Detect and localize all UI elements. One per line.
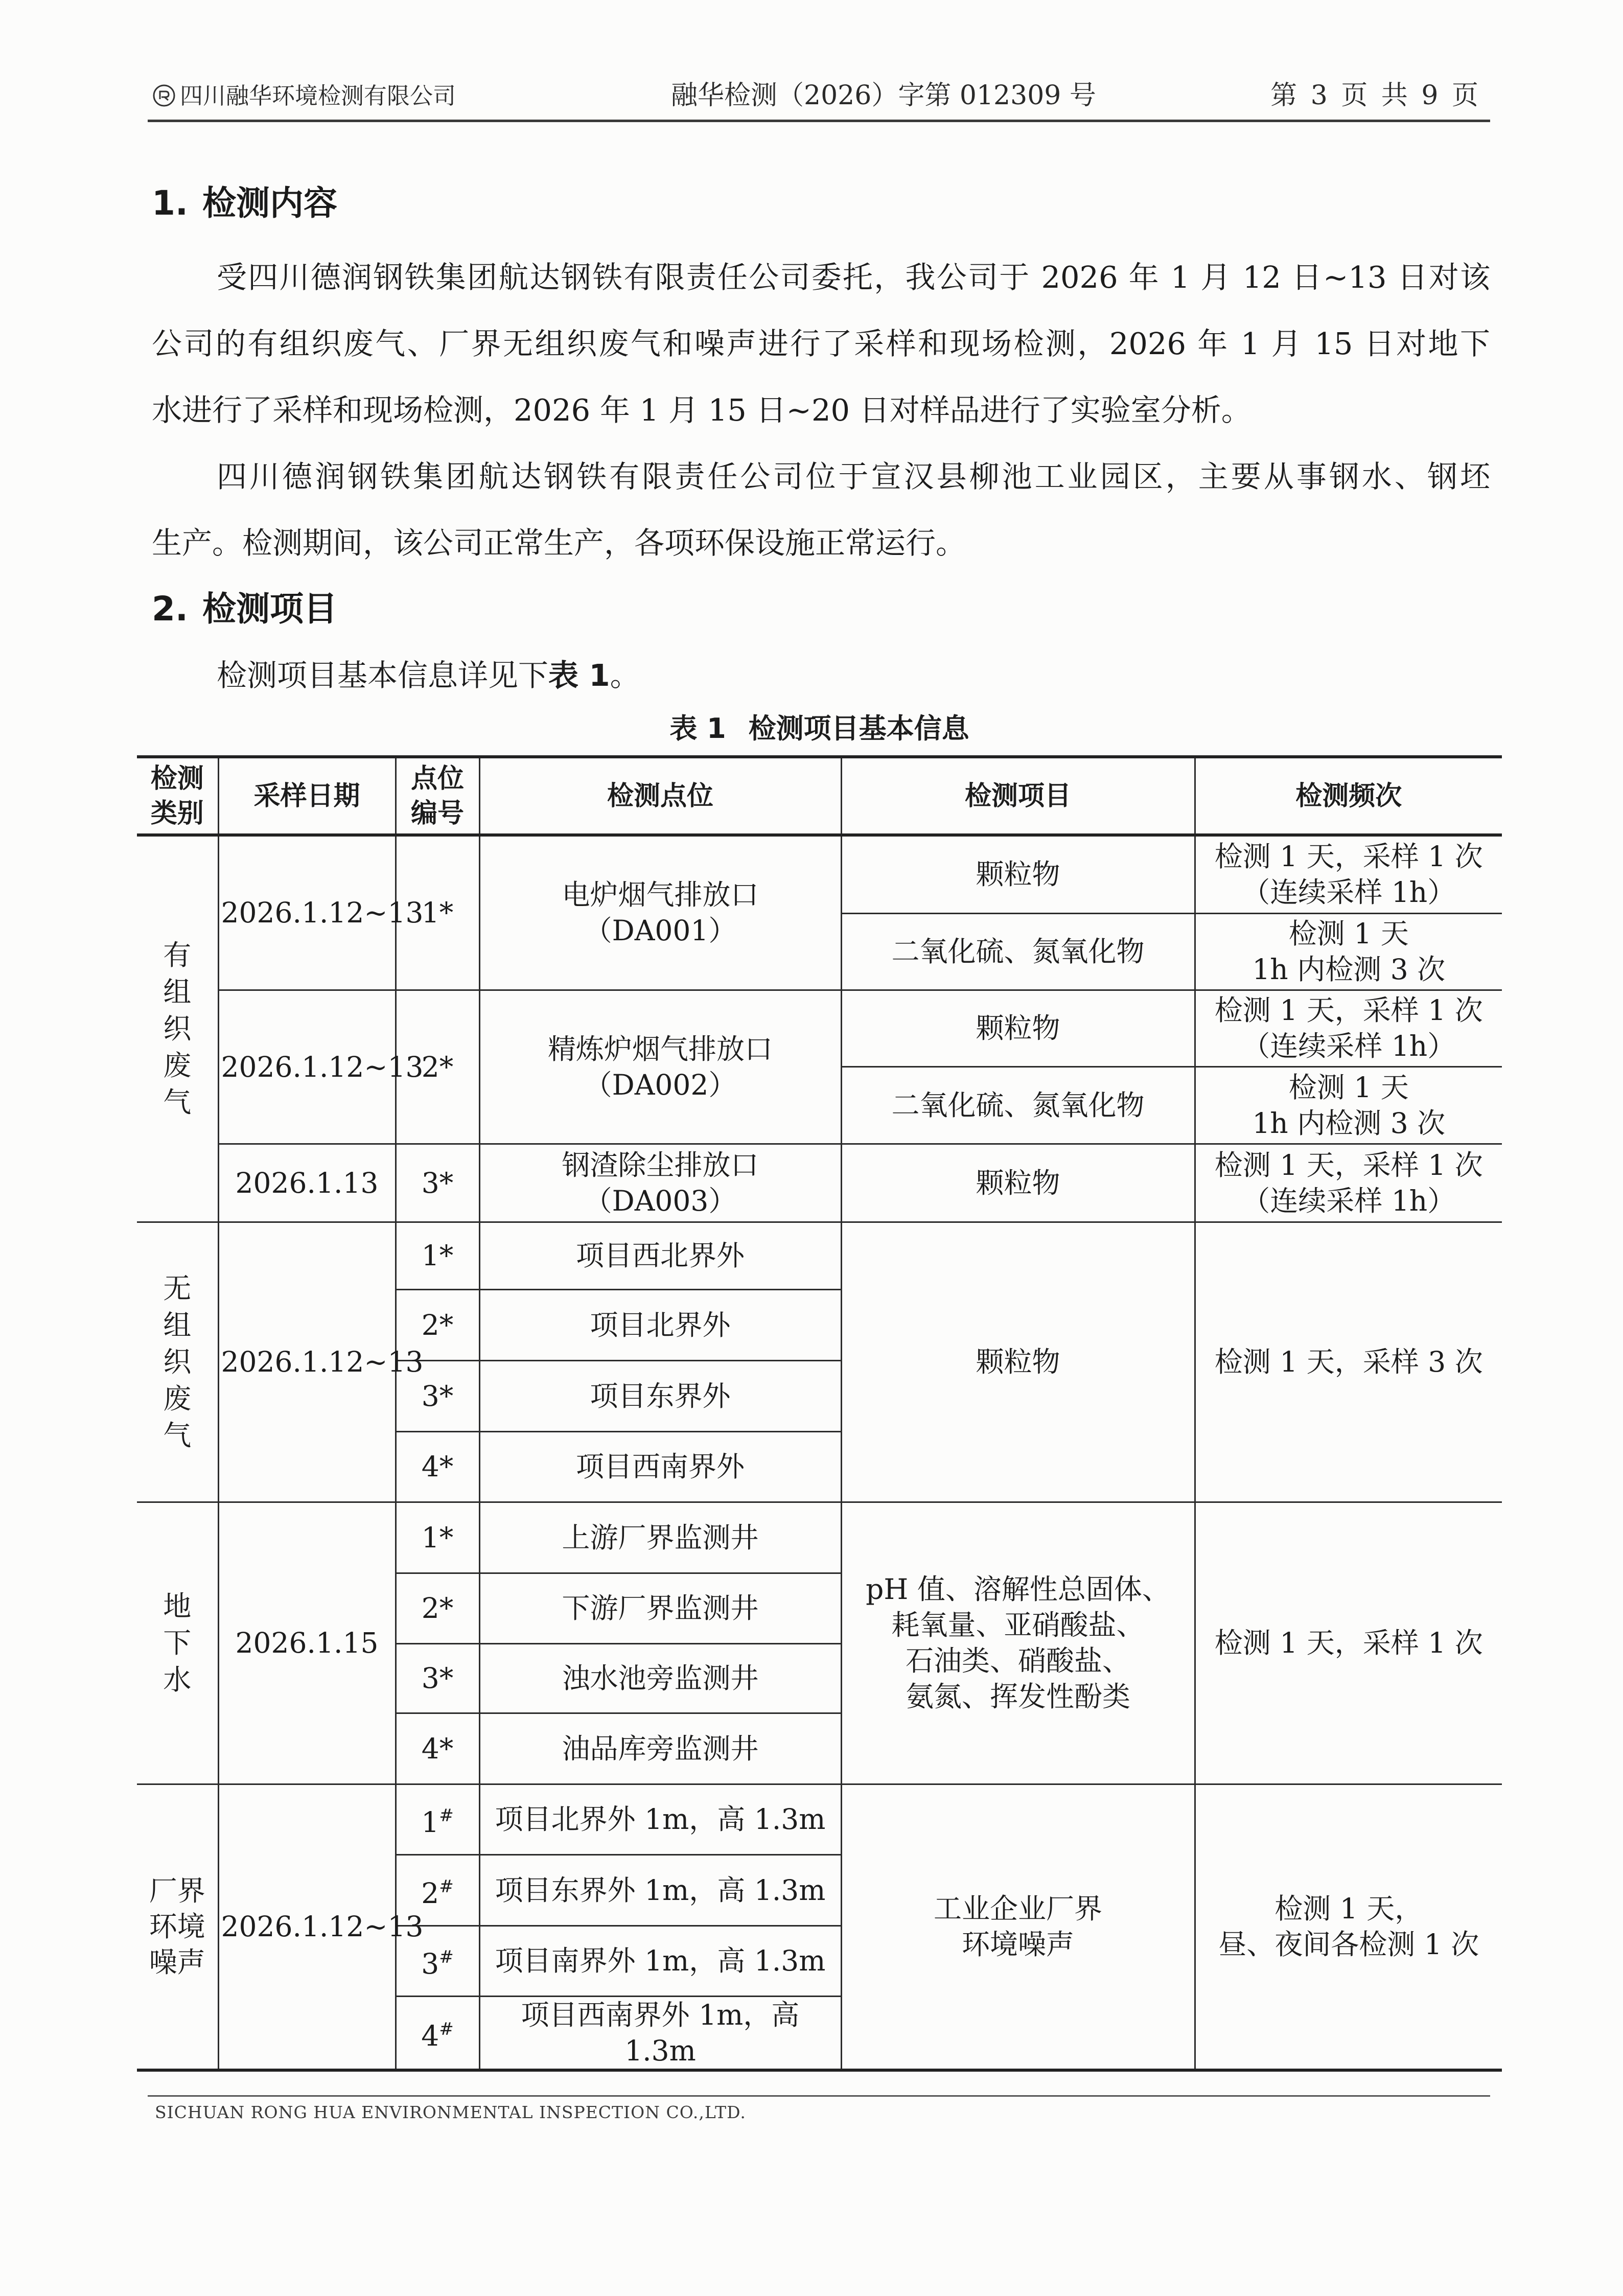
test-item-cell: 颗粒物 [841,990,1195,1066]
point-number: 4 [421,2020,439,2053]
test-item-cell: 二氧化硫、氮氧化物 [841,913,1195,990]
category-label: 有组织废气 [163,939,192,1119]
footer-company-en: SICHUAN RONG HUA ENVIRONMENTAL INSPECTION CO.,LTD. [155,2102,746,2122]
sampling-date-cell: 2026.1.12~13 [218,1784,396,2070]
point-number: 4 [421,1732,439,1765]
header-category [137,757,218,835]
section-body [152,244,1490,576]
category-label: 厂界环境噪声 [149,1874,205,1979]
header-company-name: 四川融华环境检测有限公司 [180,82,456,109]
table-reference: 表 1 [548,658,610,693]
section-number: 2. [152,589,188,629]
point-number-cell [396,1713,479,1784]
point-number: 2 [421,1877,439,1910]
point-mark: # [439,1805,454,1826]
point-number: 1 [421,1806,439,1839]
paragraph-line: 四川德润钢铁集团航达钢铁有限责任公司位于宣汉县柳池工业园区，主要从事钢水、钢坯 [217,459,1490,494]
monitoring-point-cell: 项目北界外 [479,1289,841,1360]
frequency-cell: 检测 1 天 1h 内检测 3 次 [1195,913,1502,990]
point-number-cell [396,1222,479,1289]
table-row [137,1144,1502,1222]
frequency-cell: 检测 1 天，采样 1 次 （连续采样 1h） [1195,1144,1502,1222]
footer-rule [148,2095,1490,2097]
point-mark: # [439,1876,454,1897]
company-logo-icon [152,84,176,107]
table-caption-title: 检测项目基本信息 [748,712,969,745]
point-mark: * [439,1308,454,1341]
point-number-cell [396,1573,479,1643]
paragraph-line: 生产。检测期间，该公司正常生产，各项环保设施正常运行。 [152,525,966,561]
point-number-cell [396,1784,479,1854]
point-number: 2 [421,1308,439,1341]
point-number: 2 [421,1050,439,1083]
report-number: 融华检测（2026）字第 012309 号 [671,80,1096,111]
frequency-cell: 检测 1 天，采样 1 次 （连续采样 1h） [1195,835,1502,913]
point-mark: * [439,896,454,930]
frequency-cell: 检测 1 天，采样 1 次 （连续采样 1h） [1195,990,1502,1066]
sampling-date-cell: 2026.1.12~13 [218,835,396,990]
point-number-cell [396,1996,479,2070]
header-label: 检测类别 [150,763,204,829]
paragraph-line: 受四川德润钢铁集团航达钢铁有限责任公司委托，我公司于 2026 年 1 月 12 日~13 日对该 [217,260,1490,295]
point-mark: * [439,1662,454,1695]
point-number-cell [396,1502,479,1573]
monitoring-point-cell: 项目北界外 1m，高 1.3m [479,1784,841,1854]
table-row [137,990,1502,1066]
test-item-cell: pH 值、溶解性总固体、 耗氧量、亚硝酸盐、 石油类、硝酸盐、 氨氮、挥发性酚类 [841,1502,1195,1784]
frequency-cell: 检测 1 天， 昼、夜间各检测 1 次 [1195,1784,1502,2070]
paragraph-line: 公司的有组织废气、厂界无组织废气和噪声进行了采样和现场检测，2026 年 1 月 15 日对地下 [152,326,1490,361]
category-cell [137,1502,218,1784]
category-label: 无组织废气 [163,1272,192,1452]
point-number: 3 [421,1379,439,1412]
section-heading [152,183,337,224]
point-number-cell [396,1144,479,1222]
table-caption-number: 表 1 [669,712,726,745]
point-number: 3 [421,1947,439,1981]
point-number: 1 [421,896,439,930]
point-number-cell [396,1431,479,1502]
category-cell [137,1222,218,1502]
point-mark: * [439,1050,454,1083]
table-row [137,1784,1502,1854]
monitoring-point-cell: 项目南界外 1m，高 1.3m [479,1926,841,1996]
table-header-row [137,757,1502,835]
intro-end: 。 [610,658,640,693]
section-number: 1. [152,183,188,223]
header-point-number [396,757,479,835]
header-label: 点位编号 [410,763,464,829]
monitoring-point-cell: 上游厂界监测井 [479,1502,841,1573]
section-title: 检测内容 [202,183,337,223]
point-mark: * [439,1732,454,1765]
header-point: 检测点位 [479,757,841,835]
intro-text: 检测项目基本信息详见下 [217,658,549,693]
point-number: 4 [421,1450,439,1483]
monitoring-point-cell: 浊水池旁监测井 [479,1643,841,1713]
table-row [137,1502,1502,1573]
section-title: 检测项目 [202,589,337,629]
test-item-cell: 二氧化硫、氮氧化物 [841,1066,1195,1144]
header-date: 采样日期 [218,757,396,835]
point-number-cell [396,1643,479,1713]
monitoring-point-cell: 项目西北界外 [479,1222,841,1289]
sampling-date-cell: 2026.1.13 [218,1144,396,1222]
table-row [137,1222,1502,1289]
test-item-cell: 颗粒物 [841,835,1195,913]
monitoring-point-cell: 精炼炉烟气排放口 （DA002） [479,990,841,1144]
table-caption [137,711,1502,747]
header-item: 检测项目 [841,757,1195,835]
point-mark: * [439,1521,454,1554]
category-cell [137,835,218,1222]
monitoring-point-cell: 项目东界外 1m，高 1.3m [479,1854,841,1926]
monitoring-point-cell: 油品库旁监测井 [479,1713,841,1784]
frequency-cell: 检测 1 天，采样 1 次 [1195,1502,1502,1784]
monitoring-point-cell: 钢渣除尘排放口 （DA003） [479,1144,841,1222]
sampling-date-cell: 2026.1.15 [218,1502,396,1784]
table-row [137,835,1502,913]
category-cell [137,1784,218,2070]
point-mark: # [439,2019,454,2039]
sampling-date-cell: 2026.1.12~13 [218,1222,396,1502]
point-mark: * [439,1450,454,1483]
point-mark: * [439,1592,454,1625]
monitoring-point-cell: 项目西南界外 [479,1431,841,1502]
test-item-cell: 颗粒物 [841,1144,1195,1222]
point-mark: * [439,1239,454,1272]
category-label: 地下水 [163,1590,192,1696]
detection-items-table [137,755,1502,2072]
test-item-cell: 颗粒物 [841,1222,1195,1502]
monitoring-point-cell: 电炉烟气排放口 （DA001） [479,835,841,990]
test-item-cell: 工业企业厂界 环境噪声 [841,1784,1195,2070]
point-number: 3 [421,1166,439,1199]
monitoring-point-cell: 下游厂界监测井 [479,1573,841,1643]
point-mark: * [439,1379,454,1412]
page-indicator: 第 3 页 共 9 页 [1270,80,1478,111]
sampling-date-cell: 2026.1.12~13 [218,990,396,1144]
header-frequency: 检测频次 [1195,757,1502,835]
point-number: 1 [421,1239,439,1272]
point-mark: * [439,1166,454,1199]
monitoring-point-cell: 项目东界外 [479,1360,841,1431]
point-number: 2 [421,1592,439,1625]
frequency-cell: 检测 1 天，采样 3 次 [1195,1222,1502,1502]
header-rule [148,120,1490,122]
table-intro [217,642,640,709]
paragraph-line: 水进行了采样和现场检测，2026 年 1 月 15 日~20 日对样品进行了实验室分析。 [152,392,1251,428]
point-mark: # [439,1947,454,1968]
frequency-cell: 检测 1 天 1h 内检测 3 次 [1195,1066,1502,1144]
point-number: 3 [421,1662,439,1695]
section-heading [152,589,337,630]
point-number: 1 [421,1521,439,1554]
monitoring-point-cell: 项目西南界外 1m，高 1.3m [479,1996,841,2070]
